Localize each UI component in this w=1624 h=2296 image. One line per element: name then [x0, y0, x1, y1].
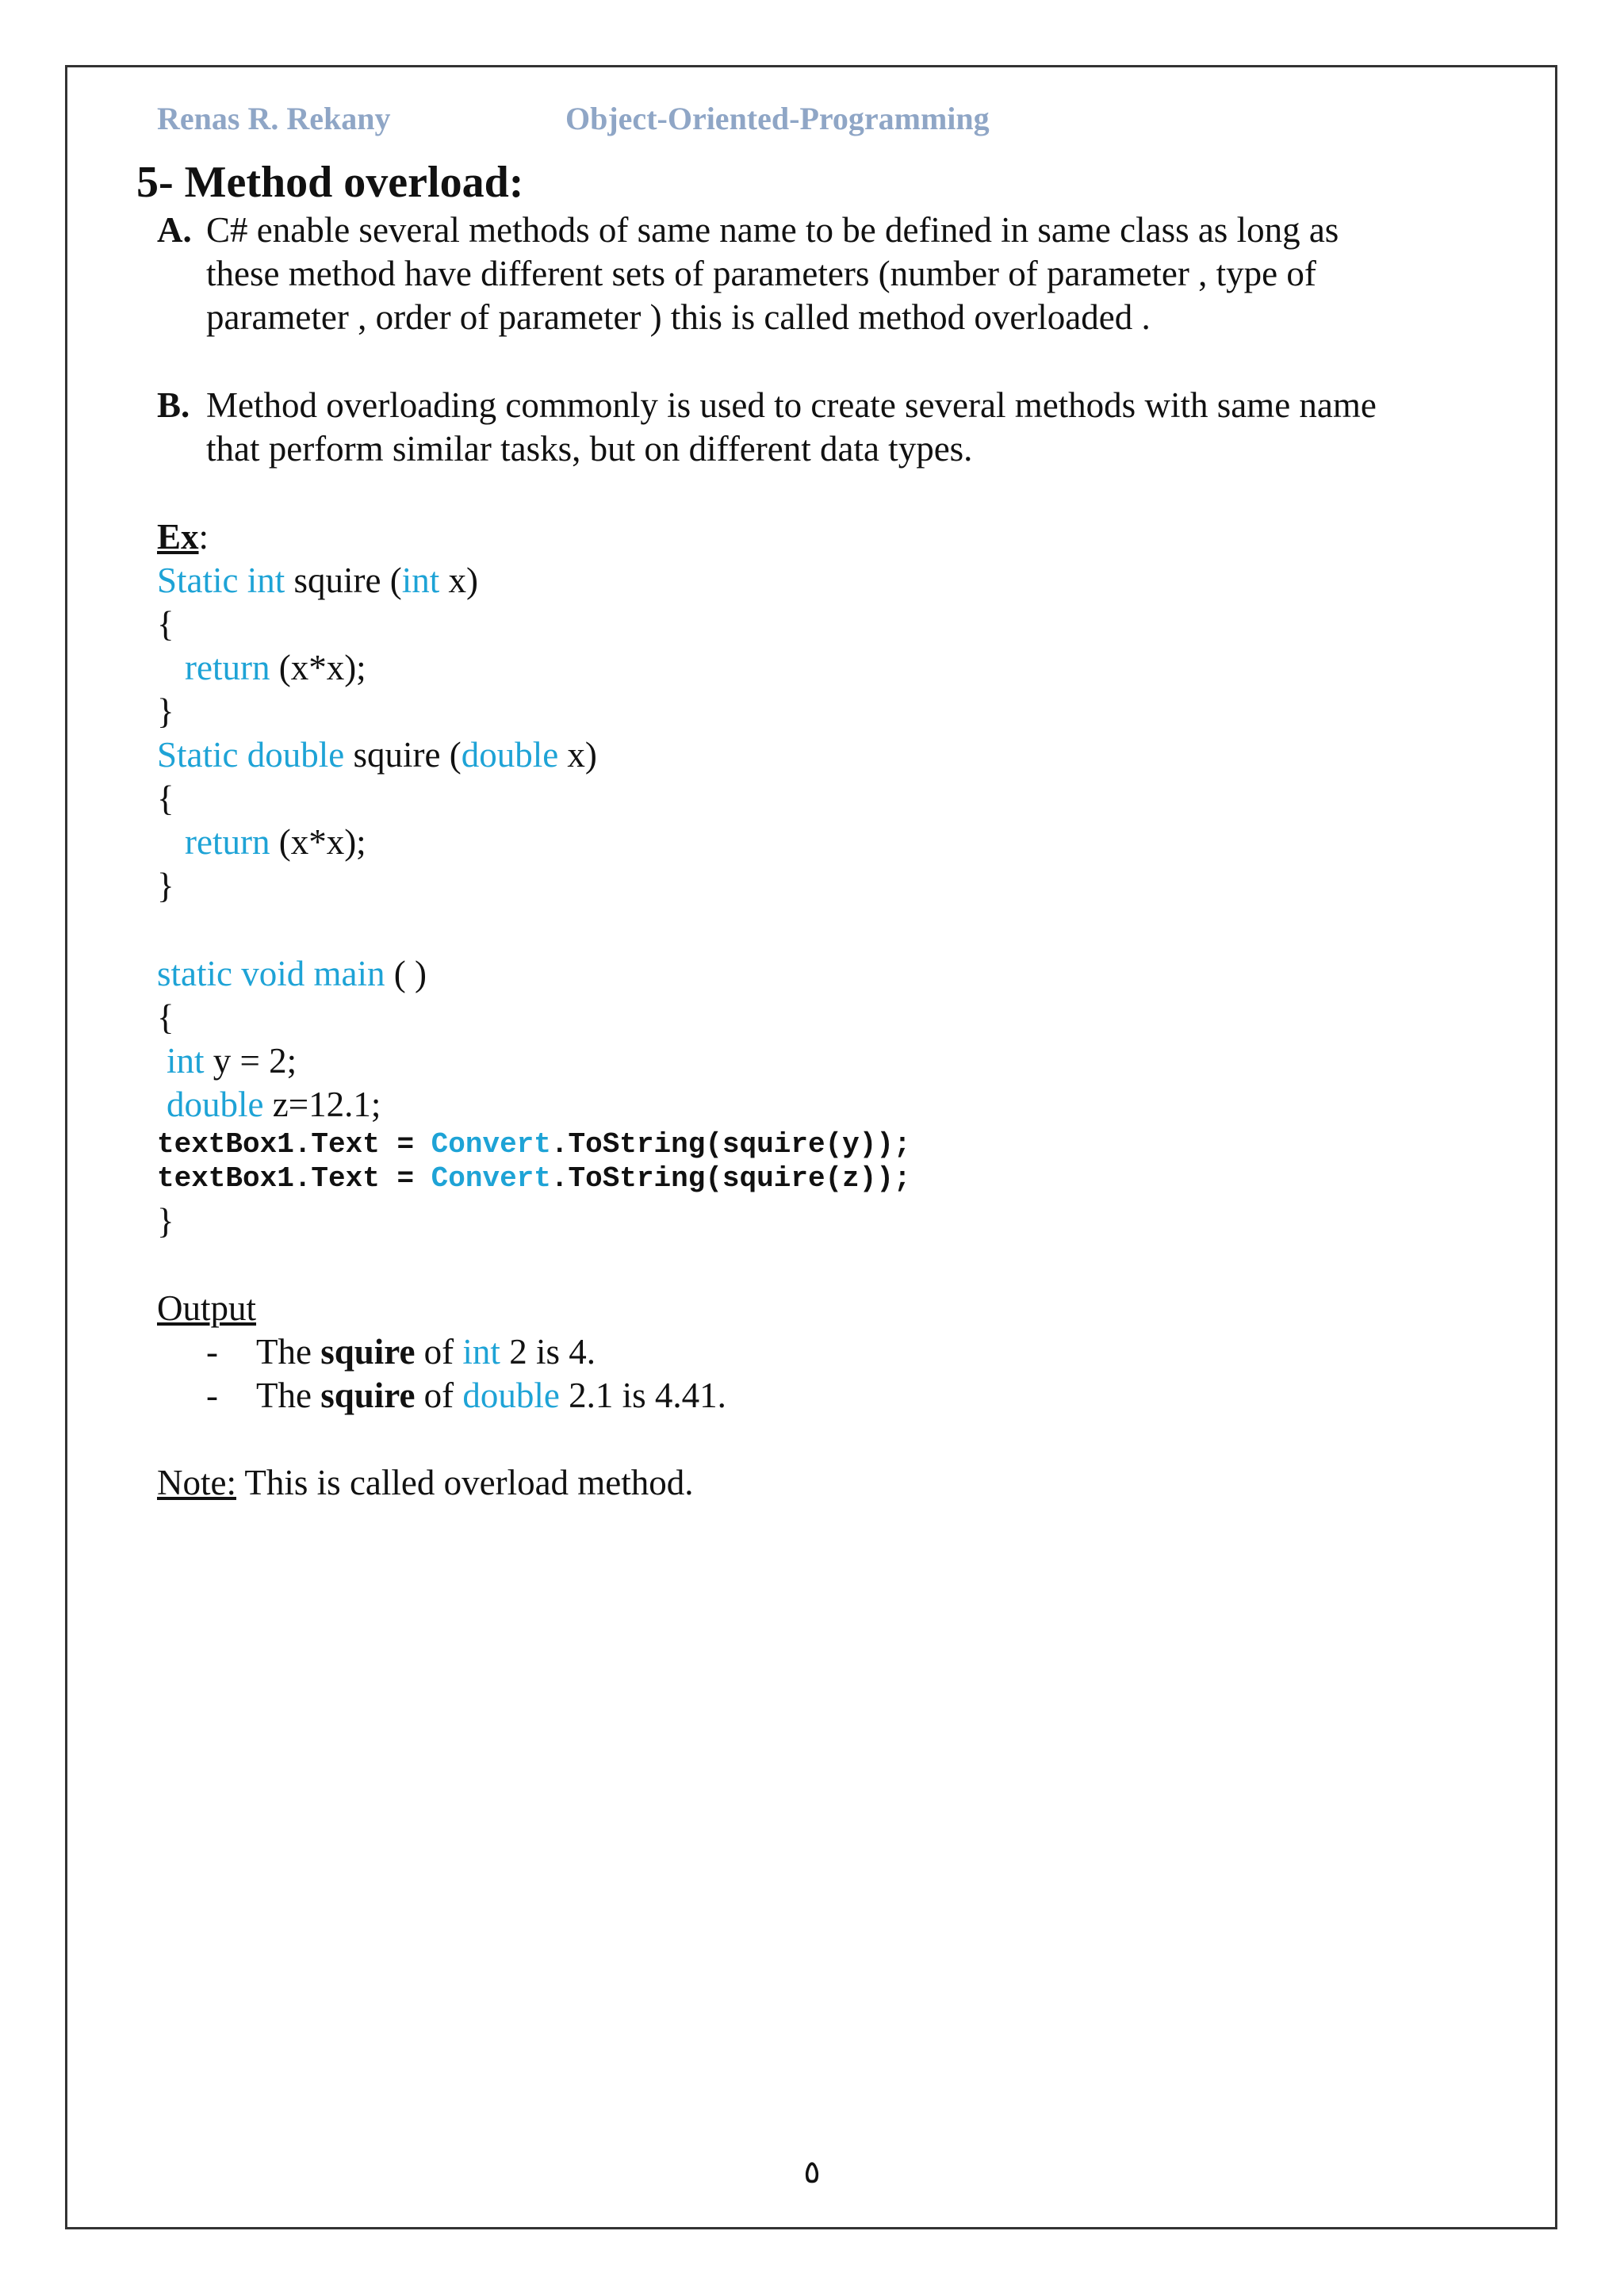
code-textbox-line-2: [157, 1162, 911, 1195]
code-text: x): [558, 735, 597, 775]
code-text: textBox1.Text =: [157, 1128, 431, 1161]
point-b-marker: B.: [157, 385, 190, 425]
list-dash: -: [206, 1332, 218, 1372]
note-label: Note:: [157, 1463, 236, 1502]
output-text: 2 is 4.: [500, 1332, 596, 1372]
example-label-text: Ex: [157, 517, 199, 557]
code-int-declaration: [167, 1039, 297, 1083]
output-label: Output: [157, 1288, 257, 1328]
header-course: Object-Oriented-Programming: [565, 101, 990, 136]
code-open-brace: {: [157, 604, 174, 644]
code-keyword: Convert: [431, 1128, 551, 1161]
point-a-line-3: parameter , order of parameter ) this is called method overloaded .: [206, 297, 1151, 337]
code-keyword: Static: [157, 735, 239, 775]
point-a-line-2: these method have different sets of parameters (number of parameter , type of: [206, 254, 1316, 293]
point-a-line-1: C# enable several methods of same name to be defined in same class as long as: [206, 210, 1339, 250]
code-keyword: double: [167, 1085, 264, 1124]
code-text: (x*x);: [270, 648, 366, 687]
output-keyword: double: [462, 1376, 560, 1415]
point-a-marker: A.: [157, 210, 192, 250]
code-double-declaration: [167, 1083, 381, 1127]
code-method-int-signature: [157, 559, 478, 603]
code-method-double-signature: [157, 733, 597, 777]
output-text: of: [415, 1376, 463, 1415]
code-open-brace: {: [157, 779, 174, 818]
output-item-1: [206, 1330, 218, 1374]
section-title: 5- Method overload:: [136, 158, 524, 207]
note-text: This is called overload method.: [236, 1463, 694, 1502]
output-text: The: [256, 1332, 321, 1372]
note: [157, 1461, 694, 1505]
code-text: y = 2;: [204, 1041, 297, 1081]
code-text: (x*x);: [270, 822, 366, 862]
output-bold-term: squire: [320, 1332, 416, 1372]
code-keyword: int: [247, 561, 285, 600]
code-keyword: Convert: [431, 1162, 551, 1195]
code-text: x): [439, 561, 478, 600]
code-close-brace: }: [157, 691, 174, 731]
code-textbox-line-1: [157, 1128, 911, 1161]
output-text: The: [256, 1376, 321, 1415]
list-dash: -: [206, 1376, 218, 1415]
example-label: [157, 515, 209, 559]
output-item-2: [206, 1374, 218, 1418]
code-text: squire (: [353, 735, 462, 775]
code-close-brace: }: [157, 1201, 174, 1241]
code-text: squire (: [293, 561, 402, 600]
code-text: ( ): [385, 954, 427, 993]
code-keyword: double: [247, 735, 345, 775]
output-text: of: [415, 1332, 463, 1372]
code-keyword: Static: [157, 561, 239, 600]
output-keyword: int: [462, 1332, 500, 1372]
code-text: .ToString(squire(z));: [550, 1162, 911, 1195]
code-close-brace: }: [157, 866, 174, 905]
code-keyword: return: [185, 648, 270, 687]
page-number: ٥: [803, 2154, 821, 2190]
code-return-line: [185, 646, 366, 690]
code-keyword: return: [185, 822, 270, 862]
code-text: textBox1.Text =: [157, 1162, 431, 1195]
example-label-suffix: :: [198, 517, 209, 557]
code-keyword: double: [461, 735, 559, 775]
point-b-line-2: that perform similar tasks, but on different data types.: [206, 429, 973, 469]
output-item-1-text: [256, 1330, 596, 1374]
point-b-line-1: Method overloading commonly is used to create several methods with same name: [206, 385, 1377, 425]
code-keyword: static void main: [157, 954, 385, 993]
output-text: 2.1 is 4.41.: [559, 1376, 726, 1415]
code-text: .ToString(squire(y));: [550, 1128, 911, 1161]
code-return-line: [185, 821, 366, 864]
output-bold-term: squire: [320, 1376, 416, 1415]
code-keyword: int: [401, 561, 440, 600]
header-author: Renas R. Rekany: [157, 101, 391, 136]
code-text: z=12.1;: [263, 1085, 381, 1124]
code-main-signature: [157, 952, 427, 996]
code-keyword: int: [167, 1041, 205, 1081]
output-item-2-text: [256, 1374, 726, 1418]
code-open-brace: {: [157, 997, 174, 1037]
